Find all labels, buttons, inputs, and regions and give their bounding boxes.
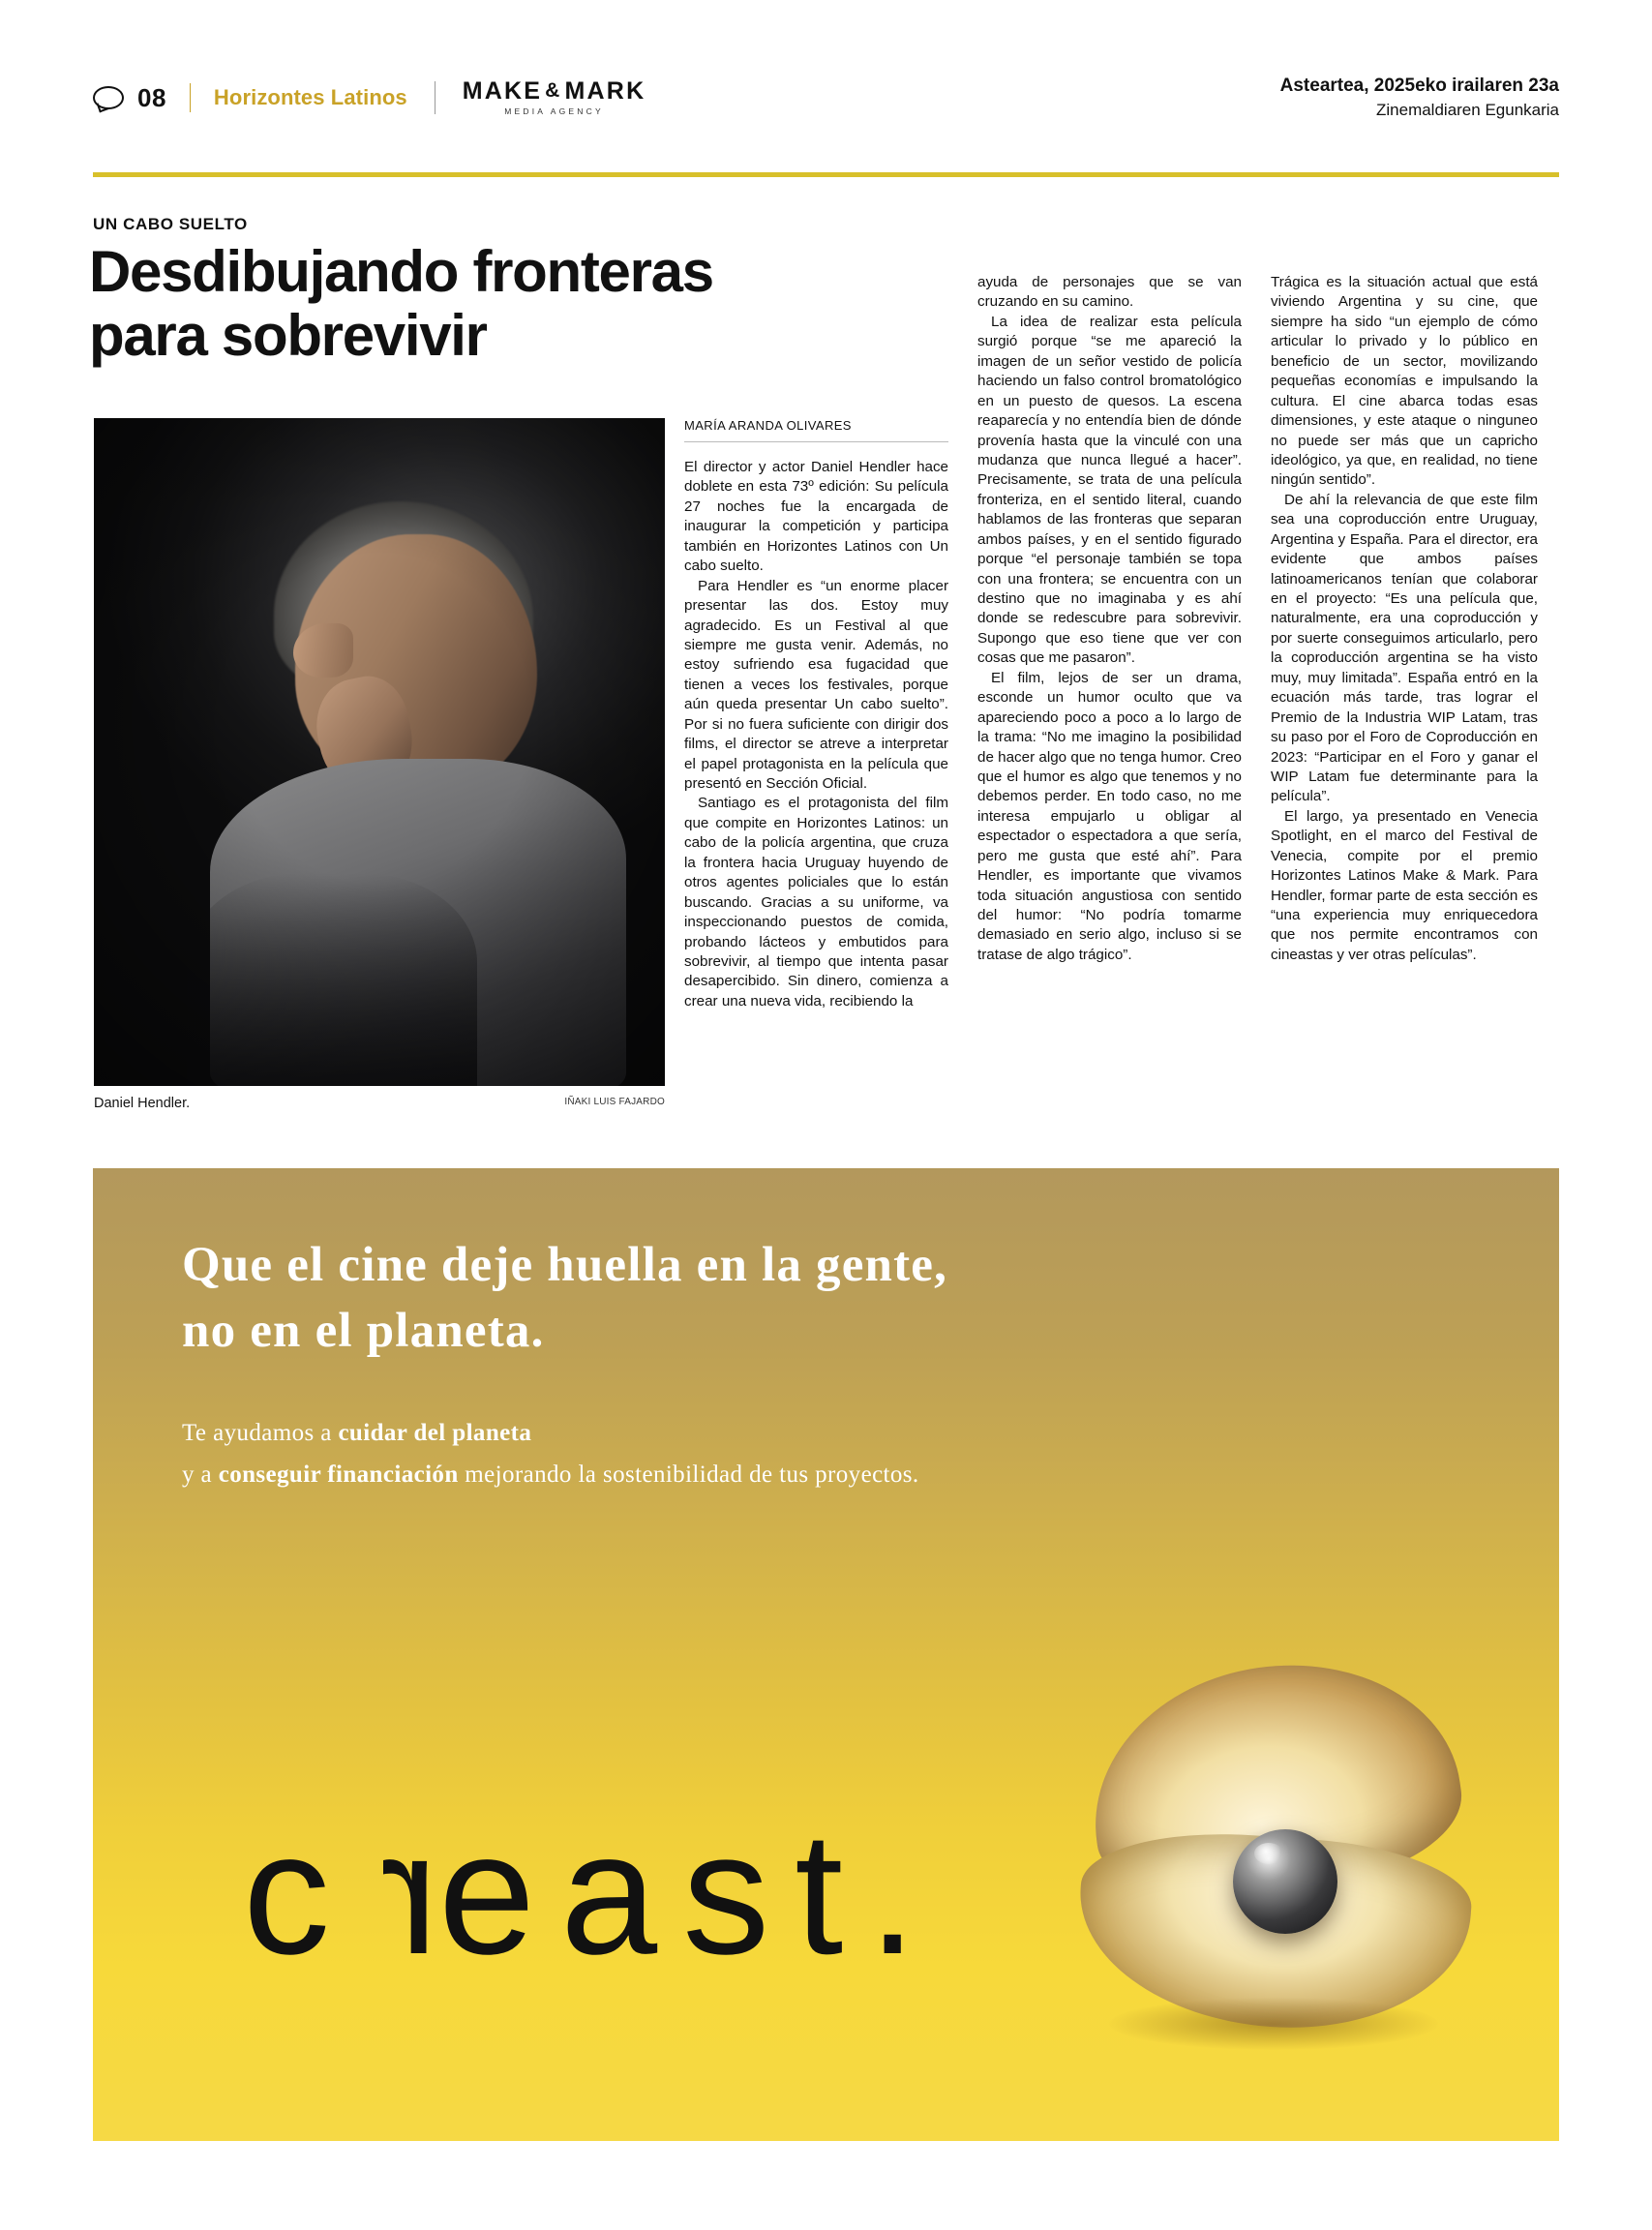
headline-line-2: para sobrevivir bbox=[89, 303, 487, 368]
logo-ampersand: & bbox=[545, 79, 562, 103]
article-photo bbox=[94, 418, 665, 1086]
brand-letter-e: e bbox=[437, 1796, 561, 1991]
paragraph: Santiago es el protagonista del film que compite en Horizontes Latinos: un cabo de la policía argentina, que cruza la frontera hacia Uruguay huyendo de otros agentes policiales que lo están buscando. Gracias a su uniforme, va inspeccionando puestos de comida, probando lácteos y embutidos para sobrevivir, al tiempo que intenta pasar desapercibido. Sin dinero, comienza a crear una nueva vida, recibiendo la bbox=[684, 795, 948, 1010]
ad-headline bbox=[182, 1232, 1343, 1365]
brand-dot: . bbox=[868, 1796, 943, 1991]
paragraph: ayuda de personajes que se van cruzando en su camino. bbox=[977, 274, 1242, 311]
paragraph: Para Hendler es “un enorme placer presentar las dos. Estoy muy agradecido. Es un Festival al que siempre me gusta venir. Además, no estoy sufriendo esa fugacidad que tienen a veces los festivales, porque aún queda presentar Un cabo suelto”. Por si no fuera suficiente con dirigir dos films, el director se atreve a interpretar el papel protagonista en la película que presentó en Sección Oficial. bbox=[684, 577, 948, 792]
creast-brand-wordmark bbox=[243, 1796, 943, 1991]
ad-sub-2b: conseguir financiación bbox=[218, 1462, 459, 1488]
article-photo-wrapper bbox=[94, 418, 665, 1086]
paper-name: Zinemaldiaren Egunkaria bbox=[1376, 101, 1559, 120]
ad-headline-line-2: no en el planeta. bbox=[182, 1304, 545, 1359]
article-kicker: UN CABO SUELTO bbox=[93, 215, 248, 233]
ad-subtext-line-1 bbox=[182, 1412, 1363, 1454]
ad-sub-2c: mejorando la sostenibilidad de tus proyectos. bbox=[458, 1462, 919, 1488]
divider-2 bbox=[435, 81, 436, 114]
page-number: 08 bbox=[137, 82, 166, 112]
headline-line-1: Desdibujando fronteras bbox=[89, 239, 713, 304]
logo-subtitle: MEDIA AGENCY bbox=[504, 106, 604, 117]
masthead bbox=[93, 72, 1559, 124]
speech-bubble-icon bbox=[93, 86, 122, 109]
brand-letter-t: t bbox=[795, 1796, 869, 1991]
oyster-pearl-illustration bbox=[1070, 1667, 1477, 2073]
brand-letter-s: s bbox=[682, 1796, 796, 1991]
masthead-left bbox=[93, 79, 646, 116]
ad-subtext-line-2 bbox=[182, 1454, 1363, 1495]
photo-credit: IÑAKI LUIS FAJARDO bbox=[564, 1097, 665, 1107]
paragraph: La idea de realizar esta película surgió porque “se me apareció la imagen de un señor vestido de policía haciendo un falso control bromatológico en un puesto de quesos. La escena reaparecía y no entendía bien de dónde provenía hasta que la vinculé con una mudanza que nunca llegué a hacer”. Precisamente, se trata de una película fronteriza, en el sentido literal, cuando hablamos de las fronteras que separan ambos países, y en el sentido figurado porque “el personaje también se topa con una frontera; se encuentra con un destino que no imaginaba y es ahí donde se redescubre para sobrevivir. Supongo que eso tiene que ver con cosas que me pasaron”. bbox=[977, 313, 1242, 667]
photo-caption: Daniel Hendler. bbox=[94, 1096, 191, 1111]
make-and-mark-logo bbox=[463, 79, 646, 116]
ad-sub-1a: Te ayudamos a bbox=[182, 1420, 339, 1446]
issue-date: Asteartea, 2025eko irailaren 23a bbox=[1279, 75, 1559, 96]
article-column-2 bbox=[977, 273, 1242, 965]
paragraph: El film, lejos de ser un drama, esconde un humor oculto que va apareciendo poco a poco a lo largo de la trama: “No me imagino la posibilidad de hacer algo que no tenga humor. Creo que el humor es algo que tenemos y no debemos perder. En todo caso, no me interesa empujarlo u obligar al espectador o espectadora a que sería, pero me gusta que esté ahí”. Para Hendler, es importante que vivamos toda situación angustiosa con sentido del humor: “No podría tomarme demasiado en serio algo, incluso si se tratase de algo trágico”. bbox=[977, 669, 1242, 963]
ad-sub-1b: cuidar del planeta bbox=[338, 1420, 532, 1446]
section-title: Horizontes Latinos bbox=[213, 85, 407, 109]
divider bbox=[190, 83, 191, 112]
ad-sub-2a: y a bbox=[182, 1462, 219, 1488]
brand-letter-c: c bbox=[243, 1796, 355, 1991]
paragraph: El largo, ya presentado en Venecia Spotlight, en el marco del Festival de Venecia, compite por el premio Horizontes Latinos Make & Mark. Para Hendler, formar parte de esta sección es “una experiencia muy enriquecedora que nos permite encontramos con cineastas y ver otras películas”. bbox=[1271, 807, 1538, 963]
paragraph: El director y actor Daniel Hendler hace doblete en esta 73º edición: Su película 27 noches fue la encargada de inaugurar la competición y participa también en Horizontes Latinos con Un cabo suelto. bbox=[684, 459, 948, 575]
header-rule bbox=[93, 172, 1559, 177]
advertisement[interactable] bbox=[93, 1168, 1559, 2141]
article-headline bbox=[89, 240, 960, 368]
logo-word-mark: MARK bbox=[564, 77, 646, 105]
brand-letter-r: r bbox=[355, 1796, 438, 1991]
article-column-3 bbox=[1271, 273, 1538, 965]
ad-subtext bbox=[182, 1412, 1363, 1495]
logo-word-make: MAKE bbox=[462, 77, 543, 105]
brand-letter-a: a bbox=[560, 1796, 683, 1991]
paragraph: De ahí la relevancia de que este film sea una coproducción entre Uruguay, Argentina y España. Para el director, era evidente que ambos países latinoamericanos tenían que colaborar en el proyecto: “Es una película que, naturalmente, era una coproducción y por suerte conseguimos articularlo, pero la coproducción argentina se ha visto muy, muy limitada”. España entró en la ecuación más tarde, tras lograr el Premio de la Industria WIP Latam, tras su paso por el Foro de Coproducción en 2023: “Participar en el Foro y ganar el WIP Latam fue determinante para la película”. bbox=[1271, 491, 1538, 805]
article-column-1 bbox=[684, 458, 948, 1011]
masthead-right bbox=[1280, 73, 1559, 123]
article-byline: MARÍA ARANDA OLIVARES bbox=[684, 418, 948, 442]
paragraph: Trágica es la situación actual que está viviendo Argentina y su cine, que siempre ha sido “un ejemplo de cómo articular lo privado y lo público en beneficio de un sector, movilizando pequeñas economías e impulsando la cultura. El cine abarca todas esas dimensiones, y este ataque o ninguneo no puede ser más que un capricho ideológico, ya que, en realidad, no tiene ningún sentido”. bbox=[1271, 274, 1538, 489]
ad-headline-line-1: Que el cine deje huella en la gente, bbox=[182, 1238, 948, 1292]
